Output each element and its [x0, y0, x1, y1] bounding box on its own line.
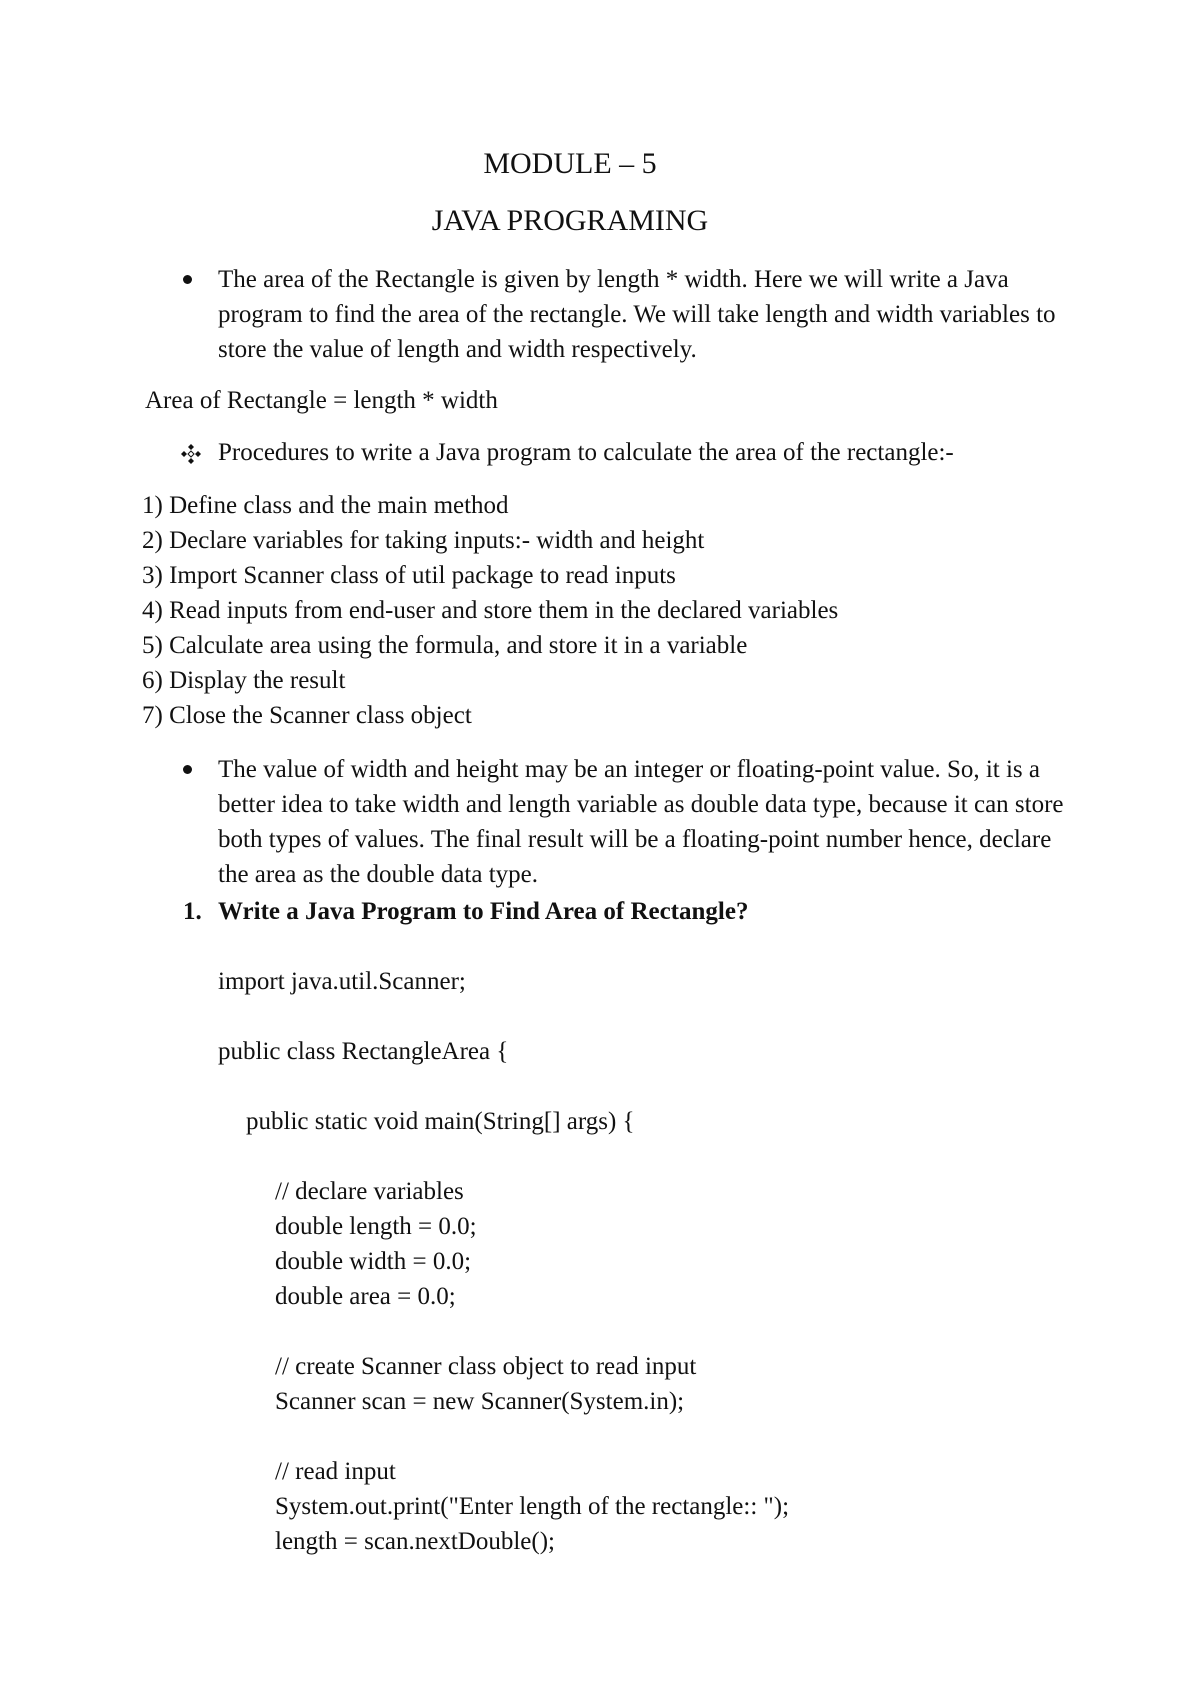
code-comment-declare: // declare variables: [275, 1178, 464, 1205]
code-print-length: System.out.print("Enter length of the rectangle:: ");: [275, 1493, 790, 1520]
bullet-dot-icon: [183, 765, 192, 774]
code-width-declaration: double width = 0.0;: [275, 1248, 472, 1275]
bullet-dot-icon: [183, 275, 192, 284]
code-read-length: length = scan.nextDouble();: [275, 1528, 555, 1555]
procedure-step: 2) Declare variables for taking inputs:- width and height: [142, 527, 705, 554]
module-heading: MODULE – 5: [483, 147, 657, 180]
procedure-step: 1) Define class and the main method: [142, 492, 509, 519]
code-class-line: public class RectangleArea {: [218, 1038, 509, 1065]
procedure-steps-list: [142, 488, 838, 733]
procedure-step: 4) Read inputs from end-user and store them in the declared variables: [142, 597, 839, 624]
question-number: 1.: [183, 898, 202, 925]
procedures-heading-text: Procedures to write a Java program to calculate the area of the rectangle:-: [218, 439, 954, 466]
code-main-line: public static void main(String[] args) {: [246, 1108, 635, 1135]
intro-bullet-item: [176, 262, 1076, 367]
procedure-step: 3) Import Scanner class of util package to read inputs: [142, 562, 676, 589]
intro-bullet-text: The area of the Rectangle is given by length * width. Here we will write a Java program to find the area of the rectangle. We will take length and width variables to store the value of length and width respectively.: [218, 266, 1056, 363]
code-comment-read: // read input: [275, 1458, 396, 1485]
procedure-step: 6) Display the result: [142, 667, 346, 694]
code-area-declaration: double area = 0.0;: [275, 1283, 456, 1310]
diamond-bullet-icon: [180, 443, 202, 465]
area-formula: Area of Rectangle = length * width: [145, 387, 498, 414]
code-scanner-declaration: Scanner scan = new Scanner(System.in);: [275, 1388, 685, 1415]
code-length-declaration: double length = 0.0;: [275, 1213, 477, 1240]
subject-heading: JAVA PROGRAMING: [431, 204, 709, 237]
question-heading: [183, 894, 748, 929]
procedures-heading: [180, 435, 954, 470]
question-text: Write a Java Program to Find Area of Rectangle?: [218, 898, 749, 925]
note-bullet-item: [176, 752, 1076, 892]
procedure-step: 5) Calculate area using the formula, and store it in a variable: [142, 632, 748, 659]
note-bullet-text: The value of width and height may be an integer or floating-point value. So, it is a better idea to take width and length variable as double data type, because it can store both types of values. The final result will be a floating-point number hence, declare the area as the double data type.: [218, 756, 1064, 888]
code-comment-scanner: // create Scanner class object to read input: [275, 1353, 697, 1380]
procedure-step: 7) Close the Scanner class object: [142, 702, 472, 729]
code-import-line: import java.util.Scanner;: [218, 968, 466, 995]
